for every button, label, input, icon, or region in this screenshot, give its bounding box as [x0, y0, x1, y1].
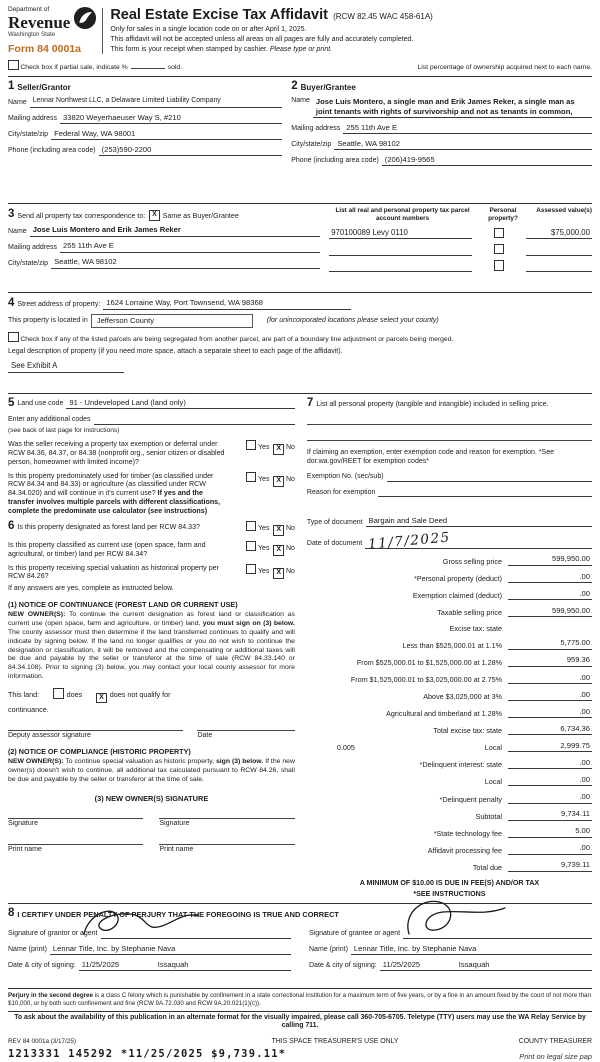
header-note-2: This affidavit will not be accepted unless all areas on all pages are fully and accurately completed.	[110, 35, 414, 43]
section-6-classification: 6 Is this property designated as forest land per RCW 84.33? Yes X No Is this property classified as current use (open space, farm and agricultural, or timber) land per RCW 84.34? Yes X No Is this property receiving special valuation as historical property per RCW 84.26? Yes X No If any answers are yes, complete as instructed below. (1) NOTICE OF CONTINUANCE (FOREST LAND OR CURRENT USE) NEW OWNER(S): To continue the current designation as forest land or classification as current use (open space, farm and agriculture, or timber) land, you must sign on (3) below. The county assessor must then determine if the land transferred continues to qualify and will indicate by signing below. If the land no longer qualifies or you do not wish to continue the designation or classification, it will be removed and the compensating or additional taxes will be due and payable by the seller or transferor at the time of sale (RCW 84.33.140 or 84.34.108). Prior to signing (3) below, you may contact your local county assessor for more information. This land: does X does not qualify for continuance. Deputy assessor signature Date (2) NOTICE OF COMPLIANCE (HISTORIC PROPERTY) NEW OWNER(S): To continue special valuation as historic property, sign (3) below. If the new owner(s) doesn't wish to continue, all additional tax calculated pursuant to RCW 84.26, shall be due and payable by the seller or transferor at the time of sale. (3) NEW OWNER(S) SIGNATURE Signature Signature Print name Print name	[8, 519, 295, 853]
dor-logo-icon	[73, 6, 97, 30]
tax-line: Excise tax: state	[307, 623, 592, 633]
agency-block	[8, 6, 97, 56]
personal-property-blank-line[interactable]	[307, 428, 592, 441]
gross-selling-price-value[interactable]: 599,950.00	[508, 554, 592, 565]
correspondence-mailing-field[interactable]: 255 11th Ave E	[60, 241, 320, 252]
form-footer	[8, 992, 592, 1062]
new-owners-signature-title: (3) NEW OWNER(S) SIGNATURE	[94, 793, 209, 803]
personal-property-checkbox[interactable]	[494, 244, 505, 255]
land-does-not-checkbox[interactable]: X	[96, 693, 107, 704]
section-8-certification: 8 I CERTIFY UNDER PENALTY OF PERJURY THAT THE FOREGOING IS TRUE AND CORRECT Signature of grantor or agent Name (print) Lennar Title, Inc. by Stephanie Nava Date & city of signing: 11/25/2025 Issaquah Signature of grantee or agent Name (print) Lennar Title, Inc. by Stephanie Nava Date & city of signing: 11/25/2025 Issaquah	[8, 904, 592, 989]
tax-line: *Personal property (deduct) .00	[414, 571, 590, 584]
q-timber-yes-checkbox[interactable]	[246, 472, 257, 483]
section-4-property-location: 4 Street address of property: 1624 Lorraine Way, Port Townsend, WA 98368 This property is located in Jefferson County (for unincorporated locations please select your county) Check box if any of the listed parcels are being segregated from another parcel, are part of a boundary line adjustment or parcels being merged. Legal description of property (if you need more space, attach a separate sheet to each page of the affidavit). See Exhibit A	[8, 293, 592, 393]
parcel-table-header: List all real and personal property tax parcel account numbers Personal property? Assessed value(s)	[335, 207, 592, 223]
tax-line: Exemption claimed (deduct) .00	[412, 588, 590, 601]
section-3-correspondence: 3 Send all property tax correspondence to: X Same as Buyer/Grantee Name Jose Luis Montero and Erik James Reker Mailing address 255 11th Ave E City/state/zip Seattle, WA 98102	[8, 207, 329, 285]
tier2-tax-value[interactable]: 959.36	[508, 655, 592, 666]
delinquent-penalty-value[interactable]: .00	[508, 792, 592, 803]
tier4-tax-value[interactable]: .00	[508, 690, 592, 701]
owner-print-name-line-2[interactable]: Print name	[159, 844, 294, 855]
grantee-city-field[interactable]: Issaquah	[456, 960, 592, 971]
tax-line: Affidavit processing fee .00	[427, 843, 590, 855]
buyer-mailing-field[interactable]: 255 11th Ave E	[343, 123, 592, 134]
land-qualify-row: This land: does X does not qualify for	[8, 688, 295, 703]
personal-property-blank-line[interactable]	[307, 412, 592, 425]
personal-property-deduct-value[interactable]: .00	[508, 572, 592, 583]
see-instructions-note: *SEE INSTRUCTIONS	[413, 889, 486, 898]
tax-line: Local .00	[484, 774, 590, 787]
personal-property-checkbox[interactable]	[494, 260, 505, 271]
owner-signature-line-2[interactable]: Signature	[159, 818, 294, 829]
local-tax-value[interactable]: 2,999.75	[508, 741, 592, 752]
correspondence-name-field[interactable]: Jose Luis Montero and Erik James Reker	[30, 225, 321, 236]
partial-sale-percent-field[interactable]	[131, 61, 165, 69]
forest-land-question: 6 Is this property designated as forest land per RCW 84.33? Yes X No	[8, 521, 295, 536]
perjury-notice: Perjury in the second degree is a class C felony which is punishable by confinement in a state correctional institution for a maximum term of five years, or by a fine in an amount fixed by the court of not more than $10,000, or by both such confinement and fine (RCW 9A.72.030 and RCW 9A.20.021(1)(c)).	[8, 991, 591, 1007]
tax-line: Subtotal 9,734.11	[475, 809, 590, 821]
tax-line: Gross selling price 599,950.00	[442, 554, 590, 566]
notice-of-continuance-title: (1) NOTICE OF CONTINUANCE (FOREST LAND OR CURRENT USE)	[8, 599, 238, 609]
type-of-document-field[interactable]: Bargain and Sale Deed	[366, 516, 592, 527]
section-7-tax-computation: 7 List all personal property (tangible and intangible) included in selling price. If claiming an exemption, enter exemption code and reason for exemption. *See dor.wa.gov/REET for exemption codes* Exemption No. (sec/sub) Reason for exemption Type of document Bargain and Sale Deed Date of document 11/7/2025 Gross selling price 599,950.00 *Personal property (deduct) .00 Exemption claimed (deduct) .00 Taxable selling price 599,950.00 Excise tax: state Less than $525,000.01 at 1.1% 5,775.00 From $525,000.01 to $1,525,000.00 at 1.28% 959.36 From $1,525,000.01 to $3,025,000.00 at 2.75% .00 Above $3,025,000 at 3% .00 Agricultural and timberland at 1.28% .00 Total excise tax: state 6,734.36 0.005 Local 2,999.75 *Delinquent interest: state .00 Local .00 *Delinquent penalty .00 Subtotal 9,734.11 *State technology fee 5.00 Affidavit processing fee .00 Total due 9,739.11 A MINIMUM OF $10.00 IS DUE IN FEE(S) AND/OR TAX *SEE INSTRUCTIONS	[306, 396, 590, 898]
grantee-signature-block: Signature of grantee or agent Name (print) Lennar Title, Inc. by Stephanie Nava Date & city of signing: 11/25/2025 Issaquah	[309, 922, 592, 971]
owner-print-name-lines	[8, 844, 295, 855]
segregated-row: Check box if any of the listed parcels are being segregated from another parcel, are part of a boundary line adjustment or parcels being merged.	[8, 332, 592, 344]
tax-line: From $1,525,000.01 to $3,025,000.00 at 2.75% .00	[350, 672, 590, 684]
delinquent-interest-state-value[interactable]: .00	[508, 758, 592, 769]
parcel-number-field[interactable]	[329, 245, 472, 256]
grantor-city-field[interactable]: Issaquah	[155, 960, 291, 971]
q-historic-yes-checkbox[interactable]	[246, 564, 257, 575]
parcel-table	[329, 207, 592, 285]
seller-phone-field[interactable]: (253)590-2200	[99, 145, 283, 156]
tax-line: *Delinquent penalty .00	[439, 792, 590, 804]
tax-line: Taxable selling price 599,950.00	[437, 605, 590, 618]
form-number: Form 84 0001a	[8, 42, 81, 55]
tax-line: 0.005 Local 2,999.75	[307, 741, 592, 752]
print-size-note: Print on legal size pap	[519, 1052, 592, 1062]
timber-agriculture-question: Is this property predominately used for timber (as classified under RCW 84.34 and 84.33) or agriculture (as classified under RCW 84.34.020) and will continue in it's current use? If yes and the transfer involves multiple parcels with different classifications, complete the predominate use calculator (see instructions) Yes X No	[8, 471, 295, 515]
title-block	[110, 6, 592, 55]
historic-property-question: Is this property receiving special valuation as historical property per RCW 84.26? Yes X No	[8, 563, 295, 581]
parcel-row	[329, 260, 592, 272]
notice-of-compliance-title: (2) NOTICE OF COMPLIANCE (HISTORIC PROPERTY)	[8, 746, 191, 756]
assessed-value-field[interactable]	[526, 245, 592, 256]
tax-line: Total excise tax: state 6,734.36	[433, 723, 590, 736]
owner-print-name-line-1[interactable]: Print name	[8, 844, 143, 855]
exemption-claimed-value[interactable]: .00	[508, 589, 592, 600]
same-as-buyer-checkbox[interactable]: X	[149, 210, 160, 221]
parcel-number-field[interactable]: 970100089 Levy 0110	[329, 228, 472, 240]
land-does-checkbox[interactable]	[53, 688, 64, 699]
minimum-due-note: A MINIMUM OF $10.00 IS DUE IN FEE(S) AND/OR TAX	[359, 878, 540, 887]
revenue-wordmark: Revenue	[8, 13, 71, 33]
additional-codes-field[interactable]	[94, 414, 295, 425]
alt-format-notice: To ask about the availability of this publication in an alternate format for the visually impaired, please call 360-705-6705. Teletype (TTY) users may use the WA Relay Service by calling 711.	[8, 1011, 592, 1031]
delinquent-interest-local-value[interactable]: .00	[508, 775, 592, 786]
grantee-date-field[interactable]: 11/25/2025	[380, 960, 456, 971]
q-exemption-yes-checkbox[interactable]	[246, 440, 257, 451]
q-currentuse-no-checkbox[interactable]: X	[273, 545, 284, 556]
q-forest-yes-checkbox[interactable]	[246, 521, 257, 532]
tax-line: Total due 9,739.11	[472, 860, 590, 872]
seller-name-field[interactable]: Lennar Northwest LLC, a Delaware Limited Liability Company	[30, 97, 283, 108]
seller-city-field[interactable]: Federal Way, WA 98001	[51, 129, 282, 140]
tax-line: Agricultural and timberland at 1.28% .00	[386, 706, 590, 719]
header-divider	[102, 8, 103, 54]
parcel-row	[329, 244, 592, 256]
personal-property-checkbox[interactable]	[494, 228, 505, 239]
q-historic-no-checkbox[interactable]: X	[273, 568, 284, 579]
partial-sale-checkbox[interactable]	[8, 60, 19, 71]
notice-of-continuance-body: NEW OWNER(S): To continue the current designation as forest land or classification as current use (open space, farm and agriculture, or timber) land, you must sign on (3) below. The county assessor must then determine if the land transferred continues to qualify and will indicate by signing below. If the land no longer qualifies or you do not wish to continue the designation or classification, it will be removed and the compensating or additional taxes will be due and payable by the seller or transferor at the time of sale (RCW 84.33.140 or 84.34.108). Prior to signing (3) below, you may contact your local county assessor for more information.	[8, 610, 295, 681]
street-address-field[interactable]: 1624 Lorraine Way, Port Townsend, WA 98368	[103, 298, 350, 309]
q-timber-no-checkbox[interactable]: X	[273, 476, 284, 487]
rcw-reference: (RCW 82.45 WAC 458-61A)	[333, 12, 433, 21]
taxable-selling-price-value[interactable]: 599,950.00	[508, 606, 592, 617]
date-of-document-handwritten: 11/7/2025	[367, 529, 452, 553]
tax-line: From $525,000.01 to $1,525,000.00 at 1.28% 959.36	[356, 655, 590, 667]
county-select[interactable]: Jefferson County	[91, 314, 253, 327]
excise-tax-table	[307, 554, 592, 871]
header-note-1: Only for sales in a single location code on or after April 1, 2025.	[110, 25, 307, 33]
q-currentuse-yes-checkbox[interactable]	[246, 541, 257, 552]
owner-signature-lines	[8, 818, 295, 829]
q-forest-no-checkbox[interactable]: X	[273, 525, 284, 536]
exemption-deferral-question: Was the seller receiving a property tax exemption or deferral under RCW 84.36, 84.37, or 84.38 (nonprofit org., senior citizen or disabled person, homeowner with limited income)? Yes X No	[8, 439, 295, 466]
ownership-note: List percentage of ownership acquired next to each name.	[417, 63, 592, 71]
buyer-city-field[interactable]: Seattle, WA 98102	[334, 139, 592, 150]
treasurer-stamp: 1213331 145292 *11/25/2025 $9,739.11*	[8, 1048, 287, 1061]
legal-description-blank[interactable]	[8, 373, 592, 391]
affidavit-processing-fee-value[interactable]: .00	[508, 843, 592, 854]
total-excise-state-value[interactable]: 6,734.36	[508, 724, 592, 735]
correspondence-city-field[interactable]: Seattle, WA 98102	[51, 257, 320, 268]
washington-state-label: Washington State	[8, 32, 56, 39]
state-technology-fee-value[interactable]: 5.00	[508, 826, 592, 837]
tier1-tax-value[interactable]: 5,775.00	[508, 638, 592, 649]
legal-description-label: Legal description of property (if you need more space, attach a separate sheet to each page of the affidavit).	[8, 348, 343, 356]
section-5-land-use: 5 Land use code 91 - Undeveloped Land (land only) Enter any additional codes (see back of last page for instructions) Was the seller receiving a property tax exemption or deferral under RCW 84.36, 84.37, or 84.38 (nonprofit org., senior citizen or disabled person, homeowner with limited income)? Yes X No Is this property predominately used for timber (as classified under RCW 84.34 and 84.33) or agriculture (as classified under RCW 84.34.020) and will continue in it's current use? If yes and the transfer involves multiple parcels with different classifications, complete the predominate use calculator (see instructions) Yes X No	[8, 396, 295, 515]
deputy-assessor-date-line[interactable]: Date	[197, 730, 294, 741]
owner-signature-line-1[interactable]: Signature	[8, 818, 143, 829]
assessed-value-field[interactable]: $75,000.00	[526, 228, 592, 240]
parcel-row	[329, 228, 592, 240]
local-rate: 0.005	[336, 743, 355, 753]
exemption-instructions: If claiming an exemption, enter exemption code and reason for exemption. *See dor.wa.gov/REET for exemption codes*	[306, 449, 554, 466]
grantor-signature-line[interactable]	[101, 928, 291, 939]
land-use-code-field[interactable]: 91 - Undeveloped Land (land only)	[66, 398, 295, 409]
section-1-seller: 1 Seller/Grantor Name Lennar Northwest LLC, a Delaware Limited Liability Company Mailing address 33820 Weyerhaeuser Way S, #210 City/state/zip Federal Way, WA 98001 Phone (including area code) (253)590-2200	[8, 79, 291, 197]
form-title: Real Estate Excise Tax Affidavit	[110, 7, 328, 23]
tax-line: *State technology fee 5.00	[433, 826, 590, 838]
deputy-assessor-row	[8, 730, 295, 741]
buyer-phone-field[interactable]: (206)419-9565	[382, 155, 592, 166]
grantee-signature-line[interactable]	[403, 928, 592, 939]
buyer-name-field[interactable]: Jose Luis Montero, a single man and Erik James Reker, a single man as joint tenants with rights of survivorship and not as tenants in common,	[313, 97, 592, 118]
current-use-question: Is this property classified as current use (open space, farm and agricultural, or timber) land per RCW 84.34? Yes X No	[8, 540, 295, 558]
grantee-name-print-field[interactable]: Lennar Title, Inc. by Stephanie Nava	[351, 944, 592, 955]
form-header	[8, 6, 592, 56]
parcel-number-field[interactable]	[329, 261, 472, 272]
seller-mailing-field[interactable]: 33820 Weyerhaeuser Way S, #210	[60, 113, 282, 124]
county-note: (for unincorporated locations please select your county)	[266, 316, 439, 324]
q-exemption-no-checkbox[interactable]: X	[273, 444, 284, 455]
header-note-3: This form is your receipt when stamped by cashier. Please type or print.	[110, 46, 333, 54]
notice-of-compliance-body: NEW OWNER(S): To continue special valuation as historic property, sign (3) below. If the new owner(s) doesn't wish to continue, all additional tax calculated pursuant to RCW 84.26, shall be due and payable by the seller or transferor at the time of sale.	[8, 757, 295, 783]
reason-for-exemption-field[interactable]	[378, 486, 592, 497]
subtotal-value[interactable]: 9,734.11	[508, 809, 592, 820]
deputy-assessor-signature-line[interactable]: Deputy assessor signature	[8, 730, 183, 741]
department-of-label: Department of	[8, 6, 50, 13]
tax-line: Above $3,025,000 at 3% .00	[423, 689, 590, 702]
county-treasurer-label: COUNTY TREASURER	[518, 1037, 592, 1045]
treasurer-space-label: THIS SPACE TREASURER'S USE ONLY	[271, 1037, 399, 1045]
segregated-checkbox[interactable]	[8, 332, 19, 343]
tier3-tax-value[interactable]: .00	[508, 673, 592, 684]
date-of-document-field[interactable]	[365, 529, 592, 553]
rev-number: REV 84 0001a (3/17/25)	[8, 1037, 76, 1045]
assessed-value-field[interactable]	[526, 261, 592, 272]
section-2-buyer: 2 Buyer/Grantee Name Jose Luis Montero, a single man and Erik James Reker, a single man as joint tenants with rights of survivorship and not as tenants in common, Mailing address 255 11th Ave E City/state/zip Seattle, WA 98102 Phone (including area code) (206)419-9565	[291, 79, 592, 197]
exemption-number-field[interactable]	[387, 471, 592, 482]
tax-line: *Delinquent interest: state .00	[419, 757, 590, 770]
tax-line: Less than $525,000.01 at 1.1% 5,775.00	[402, 638, 590, 650]
grantor-signature-block: Signature of grantor or agent Name (print) Lennar Title, Inc. by Stephanie Nava Date & city of signing: 11/25/2025 Issaquah	[8, 922, 291, 971]
grantor-date-field[interactable]: 11/25/2025	[79, 960, 155, 971]
certify-statement: I CERTIFY UNDER PENALTY OF PERJURY THAT THE FOREGOING IS TRUE AND CORRECT	[17, 909, 339, 919]
grantor-name-print-field[interactable]: Lennar Title, Inc. by Stephanie Nava	[50, 944, 291, 955]
excise-tax-state-header	[508, 623, 592, 633]
agricultural-tax-value[interactable]: .00	[508, 707, 592, 718]
legal-description-field[interactable]: See Exhibit A	[8, 360, 124, 373]
partial-sale-row: Check box if partial sale, indicate % sold. List percentage of ownership acquired next to each name.	[8, 60, 592, 77]
total-due-value[interactable]: 9,739.11	[508, 860, 592, 871]
